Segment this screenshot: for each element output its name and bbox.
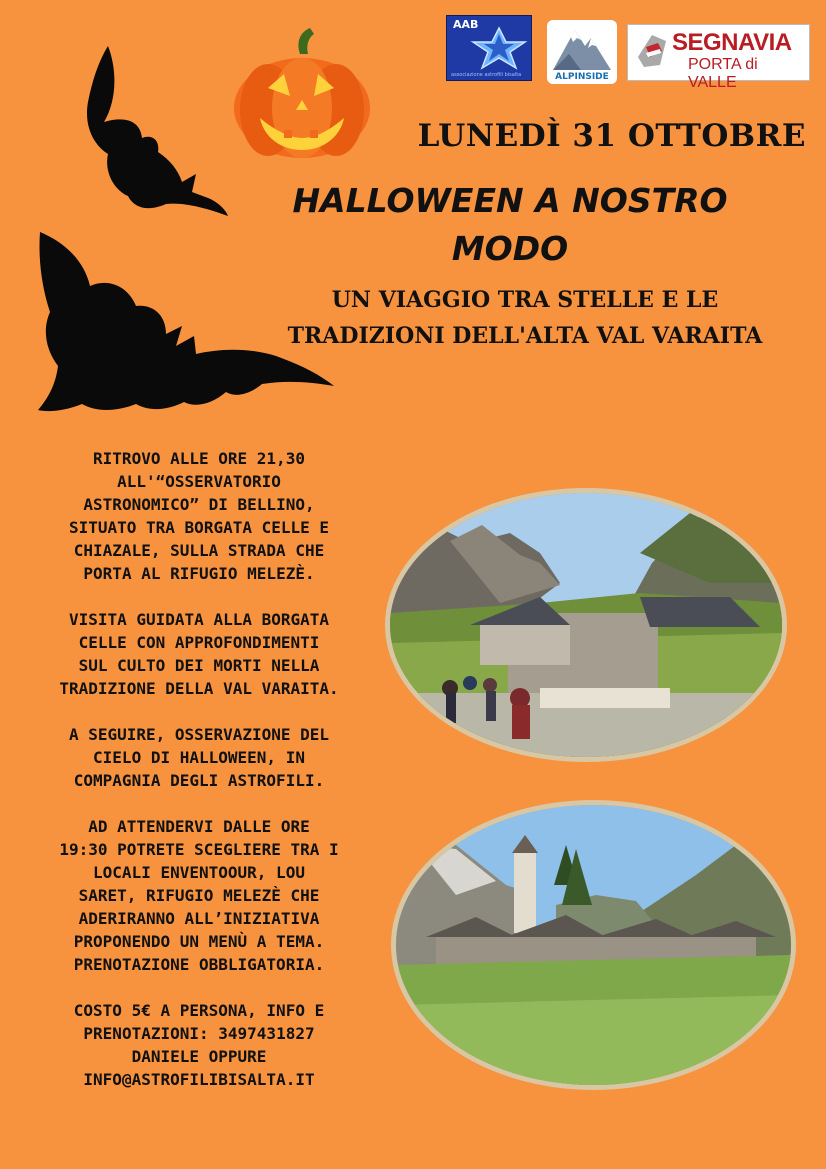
segnavia-title: SEGNAVIA <box>672 29 792 56</box>
visit-paragraph <box>24 608 374 700</box>
body-line: LOCALI ENVENTOOUR, LOU <box>93 863 305 882</box>
mountain-icon <box>551 24 613 72</box>
event-title-line1: HALLOWEEN A NOSTRO <box>292 181 728 220</box>
event-date: LUNEDÌ 31 OTTOBRE <box>417 118 806 154</box>
event-title-line2: MODO <box>451 229 569 268</box>
body-line: VISITA GUIDATA ALLA BORGATA <box>68 610 330 629</box>
body-line: PORTA AL RIFUGIO MELEZÈ. <box>83 564 315 583</box>
body-line: CHIAZALE, SULLA STRADA CHE <box>73 541 325 560</box>
body-line: ALL'“OSSERVATORIO <box>117 472 281 491</box>
body-line: PRENOTAZIONE OBBLIGATORIA. <box>73 955 325 974</box>
body-line: COMPAGNIA DEGLI ASTROFILI. <box>73 771 325 790</box>
meeting-paragraph <box>24 447 374 585</box>
aab-logo-text: AAB <box>453 18 479 31</box>
body-line: A SEGUIRE, OSSERVAZIONE DEL <box>68 725 330 744</box>
body-line: ASTRONOMICO” DI BELLINO, <box>83 495 315 514</box>
body-line: PROPONENDO UN MENÙ A TEMA. <box>73 932 325 951</box>
body-line: SUL CULTO DEI MORTI NELLA <box>78 656 320 675</box>
body-line: ADERIRANNO ALL’INIZIATIVA <box>78 909 320 928</box>
body-line: AD ATTENDERVI DALLE ORE <box>88 817 310 836</box>
body-line: TRADIZIONE DELLA VAL VARAITA. <box>59 679 339 698</box>
cost-contact-paragraph <box>24 999 374 1091</box>
body-line: COSTO 5€ A PERSONA, INFO E <box>73 1001 325 1020</box>
segnavia-subtitle: PORTA di VALLE <box>688 56 758 91</box>
body-line: CIELO DI HALLOWEEN, IN <box>93 748 305 767</box>
segnavia-mark-icon <box>634 31 670 71</box>
body-line: PRENOTAZIONI: 3497431827 <box>83 1024 315 1043</box>
event-title <box>230 177 790 273</box>
body-line: RITROVO ALLE ORE 21,30 <box>93 449 305 468</box>
body-line: INFO@ASTROFILIBISALTA.IT <box>83 1070 315 1089</box>
segnavia-logo <box>627 24 810 91</box>
event-subtitle-line1: UN VIAGGIO TRA STELLE E LE <box>331 287 719 313</box>
alpinside-logo <box>547 20 617 84</box>
village-photo <box>391 800 796 1090</box>
event-subtitle <box>240 282 810 354</box>
aab-logo <box>446 15 532 81</box>
observation-paragraph <box>24 723 374 792</box>
body-line: SITUATO TRA BORGATA CELLE E <box>68 518 330 537</box>
body-line: SARET, RIFUGIO MELEZÈ CHE <box>78 886 320 905</box>
observatory-photo <box>385 488 787 762</box>
event-subtitle-line2: TRADIZIONI DELL'ALTA VAL VARAITA <box>287 323 763 349</box>
bat-top-icon <box>78 42 230 218</box>
event-description <box>24 447 374 1114</box>
body-line: 19:30 POTRETE SCEGLIERE TRA I <box>59 840 339 859</box>
aab-logo-subtitle: associazione astrofili bisalta <box>451 72 522 78</box>
pumpkin-icon <box>230 26 374 160</box>
star-icon <box>469 26 529 70</box>
alpinside-logo-text: ALPINSIDE <box>555 72 609 82</box>
dinner-paragraph <box>24 815 374 976</box>
body-line: DANIELE OPPURE <box>131 1047 267 1066</box>
body-line: CELLE CON APPROFONDIMENTI <box>78 633 320 652</box>
